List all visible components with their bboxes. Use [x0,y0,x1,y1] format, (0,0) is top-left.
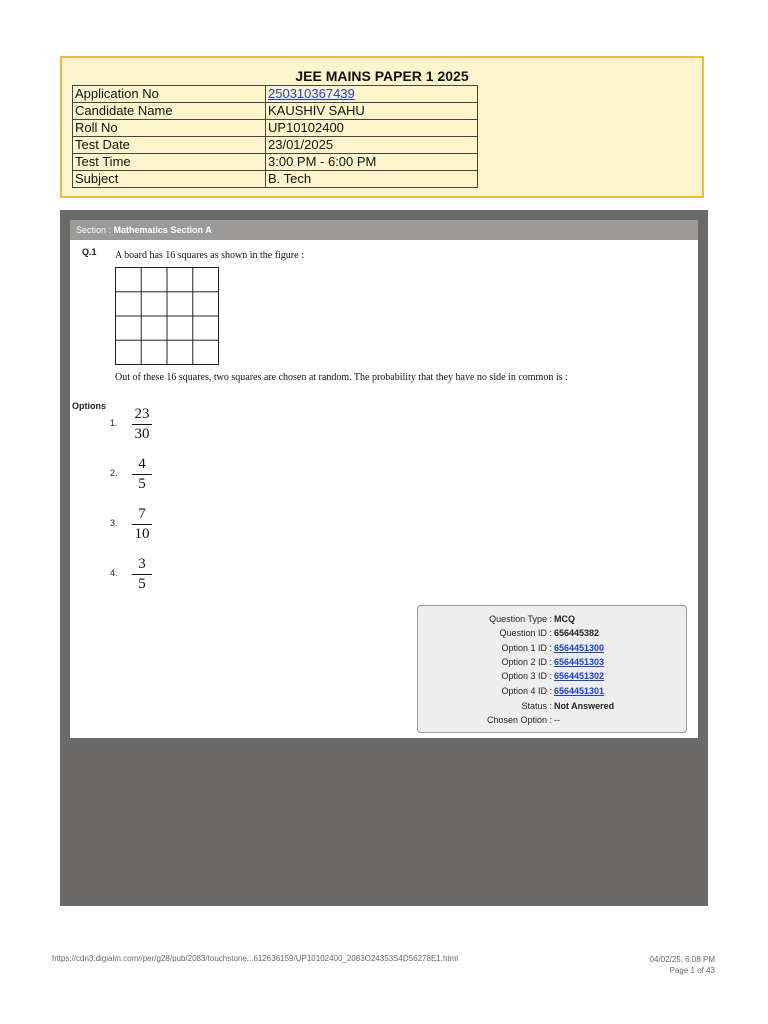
option-1-numerator: 23 [134,406,150,422]
option-4-number: 4. [110,568,118,578]
option-3-number: 3. [110,518,118,528]
meta-row [418,669,688,683]
option-3-fraction [130,506,154,543]
fraction-bar [132,474,152,475]
option-1-denominator: 30 [134,426,150,442]
question-text-body: Out of these 16 squares, two squares are chosen at random. The probability that they have no side in common is : [115,372,568,383]
application-no-link[interactable]: 250310367439 [268,86,355,101]
status-label: Status : [521,701,552,711]
option-4-numerator: 3 [138,556,146,572]
question-type-value: MCQ [554,614,575,624]
test-date-label: Test Date [73,137,266,154]
application-no-label: Application No [73,86,266,103]
table-row [73,154,478,171]
table-row [73,137,478,154]
option-3-numerator: 7 [138,506,146,522]
option-2-id-label: Option 2 ID : [501,657,552,667]
footer-page-info [650,954,715,976]
meta-row [418,612,688,626]
option-2-numerator: 4 [138,456,146,472]
option-1-fraction [130,406,154,443]
candidate-name-value: KAUSHIV SAHU [266,103,478,120]
section-bar [70,220,698,240]
option-4-denominator: 5 [138,576,146,592]
section-prefix: Section : [76,225,114,235]
roll-no-label: Roll No [73,120,266,137]
option-3-denominator: 10 [134,526,150,542]
option-4-id-label: Option 4 ID : [501,686,552,696]
table-row [73,86,478,103]
option-1-id-link[interactable]: 6564451300 [554,643,605,653]
meta-row [418,699,688,713]
question-text-intro: A board has 16 squares as shown in the figure : [115,250,304,261]
chosen-option-label: Chosen Option : [486,715,552,725]
subject-value: B. Tech [266,171,478,188]
roll-no-value: UP10102400 [266,120,478,137]
fraction-bar [132,424,152,425]
table-row [73,120,478,137]
option-4-fraction [130,556,154,593]
question-meta-box [417,605,687,733]
option-3-id-link[interactable]: 6564451302 [554,671,605,681]
option-3-id-label: Option 3 ID : [501,671,552,681]
option-2-fraction [130,456,154,493]
table-row [73,171,478,188]
test-time-label: Test Time [73,154,266,171]
option-1-number: 1. [110,418,118,428]
option-2-id-link[interactable]: 6564451303 [554,657,605,667]
table-row [73,103,478,120]
chosen-option-value: -- [554,715,560,725]
fraction-bar [132,524,152,525]
candidate-info-table [72,85,478,188]
fraction-bar [132,574,152,575]
question-panel [60,210,708,906]
option-4-id-link[interactable]: 6564451301 [554,686,605,696]
board-figure [115,267,219,365]
meta-row [418,655,688,669]
question-type-label: Question Type : [489,614,552,624]
question-id-value: 656445382 [554,628,600,638]
option-1-id-label: Option 1 ID : [501,643,552,653]
subject-label: Subject [73,171,266,188]
test-date-value: 23/01/2025 [266,137,478,154]
footer-datetime: 04/02/25, 6:08 PM [649,955,715,964]
meta-row [418,641,688,655]
candidate-name-label: Candidate Name [73,103,266,120]
paper-title: JEE MAINS PAPER 1 2025 [295,68,469,84]
status-value: Not Answered [554,701,615,711]
meta-row [418,684,688,698]
footer-url: https://cdn3.digialm.com//per/g28/pub/2083/touchstone...612636159/UP10102400_2083O24353S4D56278E1.html [52,954,459,963]
question-id-label: Question ID : [499,628,552,638]
option-2-denominator: 5 [138,476,146,492]
meta-row [418,713,688,727]
option-2-number: 2. [110,468,118,478]
candidate-info-box [60,56,704,198]
section-name: Mathematics Section A [113,225,212,235]
question-number: Q.1 [82,247,97,257]
options-label: Options [72,401,106,411]
footer-page-number: Page 1 of 43 [669,966,715,975]
meta-row [418,626,688,640]
question-area [70,240,698,738]
test-time-value: 3:00 PM - 6:00 PM [266,154,478,171]
